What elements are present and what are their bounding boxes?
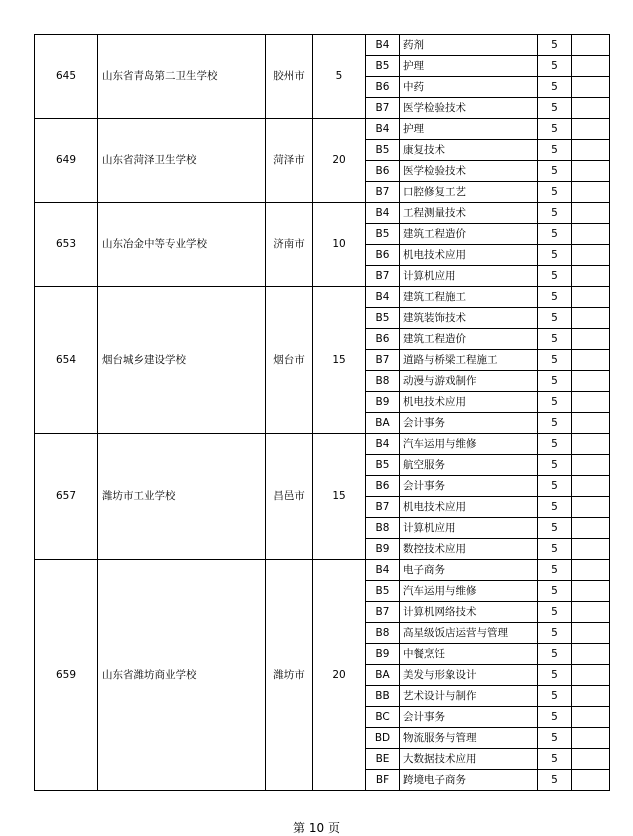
blank-cell xyxy=(572,203,610,224)
major-count: 5 xyxy=(538,665,572,686)
blank-cell xyxy=(572,413,610,434)
major-code: B8 xyxy=(366,518,400,539)
major-name: 机电技术应用 xyxy=(400,392,538,413)
major-name: 大数据技术应用 xyxy=(400,749,538,770)
major-name: 跨境电子商务 xyxy=(400,770,538,791)
major-count: 5 xyxy=(538,182,572,203)
major-code: B7 xyxy=(366,182,400,203)
blank-cell xyxy=(572,392,610,413)
blank-cell xyxy=(572,434,610,455)
major-code: BD xyxy=(366,728,400,749)
school-total: 10 xyxy=(313,203,366,287)
major-name: 机电技术应用 xyxy=(400,245,538,266)
major-count: 5 xyxy=(538,602,572,623)
major-code: B7 xyxy=(366,266,400,287)
blank-cell xyxy=(572,35,610,56)
blank-cell xyxy=(572,182,610,203)
major-name: 中餐烹饪 xyxy=(400,644,538,665)
major-name: 口腔修复工艺 xyxy=(400,182,538,203)
major-code: B5 xyxy=(366,56,400,77)
table-row xyxy=(35,287,610,308)
major-count: 5 xyxy=(538,728,572,749)
major-name: 汽车运用与维修 xyxy=(400,434,538,455)
blank-cell xyxy=(572,770,610,791)
major-code: B4 xyxy=(366,203,400,224)
school-code: 657 xyxy=(35,434,98,560)
major-code: B6 xyxy=(366,245,400,266)
major-code: B7 xyxy=(366,497,400,518)
major-code: B5 xyxy=(366,140,400,161)
blank-cell xyxy=(572,350,610,371)
major-count: 5 xyxy=(538,707,572,728)
major-code: B9 xyxy=(366,539,400,560)
major-code: B6 xyxy=(366,476,400,497)
major-name: 计算机应用 xyxy=(400,518,538,539)
major-count: 5 xyxy=(538,581,572,602)
major-code: B7 xyxy=(366,98,400,119)
major-code: B9 xyxy=(366,644,400,665)
major-code: BF xyxy=(366,770,400,791)
blank-cell xyxy=(572,371,610,392)
school-code: 659 xyxy=(35,560,98,791)
major-name: 会计事务 xyxy=(400,707,538,728)
school-total: 5 xyxy=(313,35,366,119)
major-code: B8 xyxy=(366,623,400,644)
major-code: B4 xyxy=(366,434,400,455)
major-count: 5 xyxy=(538,497,572,518)
major-count: 5 xyxy=(538,560,572,581)
major-code: B8 xyxy=(366,371,400,392)
school-city: 潍坊市 xyxy=(266,560,313,791)
major-count: 5 xyxy=(538,119,572,140)
school-code: 645 xyxy=(35,35,98,119)
table-row xyxy=(35,434,610,455)
major-name: 电子商务 xyxy=(400,560,538,581)
major-count: 5 xyxy=(538,518,572,539)
blank-cell xyxy=(572,98,610,119)
school-name: 山东省青岛第二卫生学校 xyxy=(98,35,266,119)
major-count: 5 xyxy=(538,455,572,476)
major-count: 5 xyxy=(538,161,572,182)
major-count: 5 xyxy=(538,434,572,455)
major-code: BB xyxy=(366,686,400,707)
table-row xyxy=(35,560,610,581)
blank-cell xyxy=(572,287,610,308)
major-code: B5 xyxy=(366,455,400,476)
major-count: 5 xyxy=(538,245,572,266)
school-total: 20 xyxy=(313,560,366,791)
major-code: B4 xyxy=(366,287,400,308)
major-name: 计算机应用 xyxy=(400,266,538,287)
major-name: 汽车运用与维修 xyxy=(400,581,538,602)
blank-cell xyxy=(572,749,610,770)
major-name: 建筑工程造价 xyxy=(400,329,538,350)
blank-cell xyxy=(572,665,610,686)
major-code: BA xyxy=(366,665,400,686)
enrollment-table xyxy=(34,34,610,791)
major-count: 5 xyxy=(538,413,572,434)
major-code: B5 xyxy=(366,308,400,329)
school-code: 649 xyxy=(35,119,98,203)
major-name: 美发与形象设计 xyxy=(400,665,538,686)
major-count: 5 xyxy=(538,35,572,56)
major-count: 5 xyxy=(538,98,572,119)
major-name: 药剂 xyxy=(400,35,538,56)
major-name: 艺术设计与制作 xyxy=(400,686,538,707)
blank-cell xyxy=(572,644,610,665)
major-count: 5 xyxy=(538,308,572,329)
major-name: 机电技术应用 xyxy=(400,497,538,518)
major-code: BC xyxy=(366,707,400,728)
major-count: 5 xyxy=(538,287,572,308)
major-name: 康复技术 xyxy=(400,140,538,161)
major-count: 5 xyxy=(538,392,572,413)
major-code: B6 xyxy=(366,77,400,98)
major-count: 5 xyxy=(538,770,572,791)
blank-cell xyxy=(572,308,610,329)
major-count: 5 xyxy=(538,476,572,497)
blank-cell xyxy=(572,518,610,539)
major-count: 5 xyxy=(538,140,572,161)
table-row xyxy=(35,119,610,140)
major-count: 5 xyxy=(538,623,572,644)
school-city: 菏泽市 xyxy=(266,119,313,203)
table-body xyxy=(35,35,610,791)
table-row xyxy=(35,203,610,224)
blank-cell xyxy=(572,329,610,350)
school-code: 653 xyxy=(35,203,98,287)
major-name: 护理 xyxy=(400,56,538,77)
school-total: 20 xyxy=(313,119,366,203)
major-name: 数控技术应用 xyxy=(400,539,538,560)
major-code: B5 xyxy=(366,581,400,602)
school-total: 15 xyxy=(313,287,366,434)
blank-cell xyxy=(572,161,610,182)
blank-cell xyxy=(572,539,610,560)
major-name: 中药 xyxy=(400,77,538,98)
blank-cell xyxy=(572,476,610,497)
blank-cell xyxy=(572,245,610,266)
school-city: 昌邑市 xyxy=(266,434,313,560)
school-total: 15 xyxy=(313,434,366,560)
major-code: B9 xyxy=(366,392,400,413)
major-count: 5 xyxy=(538,224,572,245)
major-name: 高星级饭店运营与管理 xyxy=(400,623,538,644)
blank-cell xyxy=(572,686,610,707)
major-name: 计算机网络技术 xyxy=(400,602,538,623)
major-name: 航空服务 xyxy=(400,455,538,476)
blank-cell xyxy=(572,497,610,518)
major-name: 会计事务 xyxy=(400,476,538,497)
blank-cell xyxy=(572,623,610,644)
major-count: 5 xyxy=(538,644,572,665)
major-count: 5 xyxy=(538,329,572,350)
school-city: 胶州市 xyxy=(266,35,313,119)
blank-cell xyxy=(572,119,610,140)
blank-cell xyxy=(572,602,610,623)
school-city: 烟台市 xyxy=(266,287,313,434)
major-name: 医学检验技术 xyxy=(400,98,538,119)
blank-cell xyxy=(572,56,610,77)
school-name: 山东冶金中等专业学校 xyxy=(98,203,266,287)
major-name: 物流服务与管理 xyxy=(400,728,538,749)
blank-cell xyxy=(572,728,610,749)
major-code: B6 xyxy=(366,329,400,350)
blank-cell xyxy=(572,581,610,602)
major-name: 建筑装饰技术 xyxy=(400,308,538,329)
major-count: 5 xyxy=(538,686,572,707)
major-code: BE xyxy=(366,749,400,770)
table-row xyxy=(35,35,610,56)
major-name: 建筑工程造价 xyxy=(400,224,538,245)
major-code: BA xyxy=(366,413,400,434)
blank-cell xyxy=(572,455,610,476)
major-code: B6 xyxy=(366,161,400,182)
school-code: 654 xyxy=(35,287,98,434)
major-name: 工程测量技术 xyxy=(400,203,538,224)
major-name: 建筑工程施工 xyxy=(400,287,538,308)
school-name: 潍坊市工业学校 xyxy=(98,434,266,560)
page-number: 第 10 页 xyxy=(293,821,340,835)
major-code: B4 xyxy=(366,119,400,140)
major-code: B7 xyxy=(366,602,400,623)
major-name: 道路与桥梁工程施工 xyxy=(400,350,538,371)
major-count: 5 xyxy=(538,77,572,98)
major-count: 5 xyxy=(538,749,572,770)
school-name: 烟台城乡建设学校 xyxy=(98,287,266,434)
blank-cell xyxy=(572,140,610,161)
school-city: 济南市 xyxy=(266,203,313,287)
major-name: 医学检验技术 xyxy=(400,161,538,182)
school-name: 山东省菏泽卫生学校 xyxy=(98,119,266,203)
major-name: 动漫与游戏制作 xyxy=(400,371,538,392)
blank-cell xyxy=(572,707,610,728)
school-name: 山东省潍坊商业学校 xyxy=(98,560,266,791)
major-count: 5 xyxy=(538,371,572,392)
blank-cell xyxy=(572,77,610,98)
major-name: 护理 xyxy=(400,119,538,140)
major-count: 5 xyxy=(538,539,572,560)
major-count: 5 xyxy=(538,350,572,371)
blank-cell xyxy=(572,266,610,287)
blank-cell xyxy=(572,224,610,245)
major-name: 会计事务 xyxy=(400,413,538,434)
major-code: B4 xyxy=(366,560,400,581)
blank-cell xyxy=(572,560,610,581)
major-count: 5 xyxy=(538,203,572,224)
major-count: 5 xyxy=(538,56,572,77)
major-code: B5 xyxy=(366,224,400,245)
major-count: 5 xyxy=(538,266,572,287)
major-code: B4 xyxy=(366,35,400,56)
major-code: B7 xyxy=(366,350,400,371)
